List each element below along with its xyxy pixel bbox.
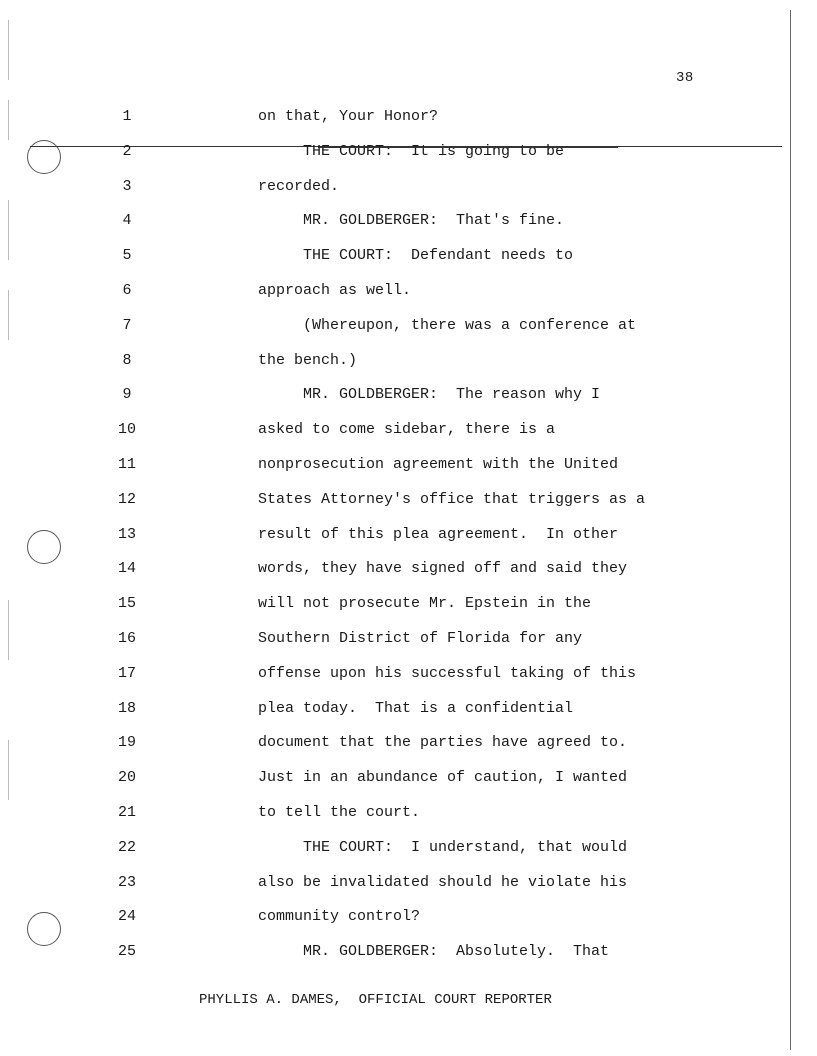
line-number: 25 [117,943,136,961]
line-number: 17 [117,664,136,682]
line-number: 5 [122,247,132,265]
line-number: 2 [122,142,132,160]
line-number: 18 [117,699,136,717]
line-number: 8 [122,351,132,369]
line-number: 10 [117,421,136,439]
page-number: 38 [676,70,694,86]
transcript-line [0,178,817,202]
line-number: 6 [122,282,132,299]
transcript-line [0,700,817,724]
line-text: THE COURT: It is going to be [258,142,565,160]
line-number: 21 [117,804,136,821]
line-number: 14 [117,560,136,578]
line-number: 22 [117,838,136,856]
line-text: (Whereupon, there was a conference at [258,316,637,334]
transcript-line [0,526,817,550]
line-text: will not prosecute Mr. Epstein in the [258,595,592,613]
transcript-line [0,804,817,828]
transcript-line [0,352,817,376]
line-number: 23 [117,873,136,891]
transcript-line [0,108,817,132]
line-text: MR. GOLDBERGER: That's fine. [258,212,565,230]
transcript-line [0,247,817,271]
transcript-line [0,874,817,898]
line-text: result of this plea agreement. In other [258,525,619,543]
transcript-line [0,491,817,515]
line-text: the bench.) [258,351,358,369]
scan-mark [8,20,19,80]
line-number: 11 [117,456,136,473]
line-text: plea today. That is a confidential [258,699,574,717]
line-number: 1 [122,108,132,125]
line-text: nonprosecution agreement with the United [258,456,619,473]
line-number: 7 [122,316,132,334]
strikethrough-line [318,147,618,148]
transcript-line [0,839,817,863]
line-number: 20 [117,769,136,787]
transcript-line [0,665,817,689]
line-text: asked to come sidebar, there is a [258,421,556,439]
court-reporter-footer: PHYLLIS A. DAMES, OFFICIAL COURT REPORTER [199,992,552,1008]
line-text: Southern District of Florida for any [258,630,583,647]
line-number: 12 [117,490,136,508]
line-text: MR. GOLDBERGER: Absolutely. That [258,943,610,961]
line-text: words, they have signed off and said they [258,560,628,578]
line-text: Just in an abundance of caution, I wanted [258,769,628,787]
line-text: community control? [258,908,421,926]
transcript-line [0,943,817,967]
line-text: also be invalidated should he violate his [258,873,628,891]
line-number: 13 [117,525,136,543]
transcript-line [0,560,817,584]
transcript-line [0,595,817,619]
transcript-line [0,456,817,480]
line-number: 4 [122,212,132,230]
transcript-line [0,630,817,654]
transcript-line [0,421,817,445]
line-number: 9 [122,386,132,404]
transcript-line [0,282,817,306]
line-text: to tell the court. [258,804,421,821]
transcript-line [0,317,817,341]
line-text: States Attorney's office that triggers as a [258,490,646,508]
line-number: 16 [117,630,136,647]
line-text: recorded. [258,177,340,195]
line-text: offense upon his successful taking of this [258,664,637,682]
transcript-line [0,212,817,236]
line-text: THE COURT: Defendant needs to [258,247,574,265]
transcript-line [0,908,817,932]
line-number: 19 [117,734,136,752]
line-text: MR. GOLDBERGER: The reason why I [258,386,601,404]
line-text: on that, Your Honor? [258,108,439,125]
line-text: approach as well. [258,282,412,299]
line-number: 3 [122,177,132,195]
line-text: document that the parties have agreed to. [258,734,628,752]
line-number: 15 [117,595,136,613]
transcript-line [0,734,817,758]
transcript-line [0,386,817,410]
transcript-line [0,769,817,793]
line-text: THE COURT: I understand, that would [258,838,628,856]
line-number: 24 [117,908,136,926]
